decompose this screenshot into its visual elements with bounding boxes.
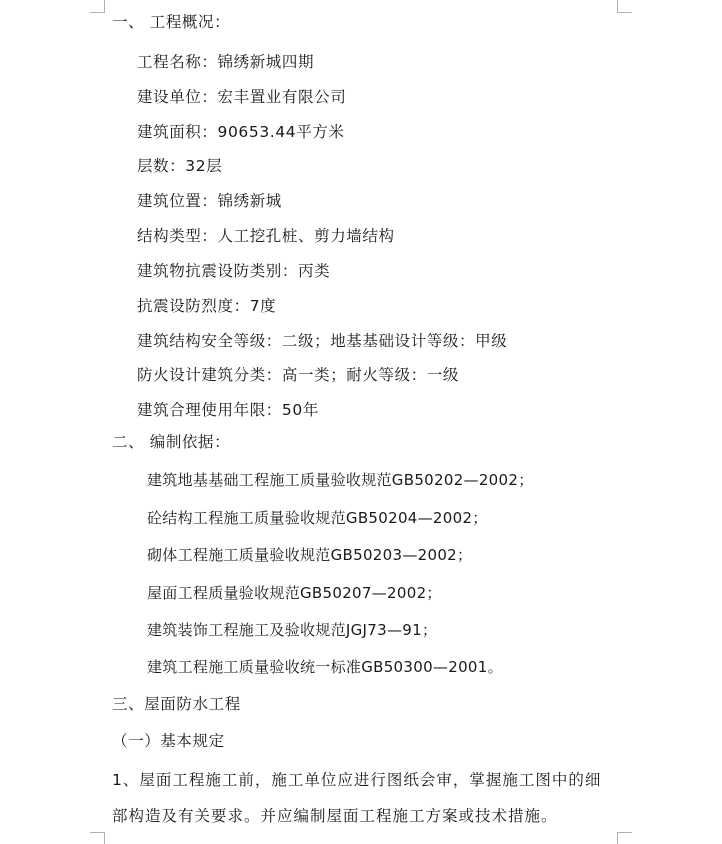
reference-item: 屋面工程质量验收规范GB50207—2002；: [147, 584, 442, 602]
section-1-heading: 一、 工程概况：: [112, 13, 231, 31]
section-3-heading: 三、屋面防水工程: [112, 695, 241, 713]
construction-unit: 建设单位：宏丰置业有限公司: [137, 88, 347, 106]
fire-classification: 防火设计建筑分类：高一类；耐火等级：一级: [137, 366, 460, 384]
paragraph-line-1: 1、屋面工程施工前，施工单位应进行图纸会审，掌握施工图中的细: [112, 771, 602, 789]
floor-count: 层数：32层: [137, 157, 223, 175]
paragraph-line-2: 部构造及有关要求。并应编制屋面工程施工方案或技术措施。: [112, 807, 558, 825]
project-name: 工程名称：锦绣新城四期: [137, 53, 315, 71]
reference-item: 建筑地基基础工程施工质量验收规范GB50202—2002；: [147, 471, 534, 489]
building-area: 建筑面积：90653.44平方米: [137, 123, 345, 141]
crop-mark-bottom-right: [617, 832, 632, 844]
seismic-category: 建筑物抗震设防类别：丙类: [137, 262, 331, 280]
reference-item: 建筑工程施工质量验收统一标准GB50300—2001。: [147, 658, 503, 676]
subsection-heading: （一）基本规定: [112, 732, 225, 750]
seismic-intensity: 抗震设防烈度：7度: [137, 297, 277, 315]
reference-item: 建筑装饰工程施工及验收规范JGJ73—91；: [147, 621, 438, 639]
crop-mark-bottom-left: [90, 832, 105, 844]
structure-type: 结构类型：人工挖孔桩、剪力墙结构: [137, 227, 395, 245]
reference-item: 砌体工程施工质量验收规范GB50203—2002；: [147, 546, 473, 564]
section-2-heading: 二、 编制依据：: [112, 433, 231, 451]
service-life: 建筑合理使用年限：50年: [137, 401, 319, 419]
safety-grade: 建筑结构安全等级：二级；地基基础设计等级：甲级: [137, 332, 508, 350]
crop-mark-top-right: [617, 0, 632, 13]
crop-mark-top-left: [90, 0, 105, 13]
building-location: 建筑位置：锦绣新城: [137, 192, 282, 210]
reference-item: 砼结构工程施工质量验收规范GB50204—2002；: [147, 509, 488, 527]
